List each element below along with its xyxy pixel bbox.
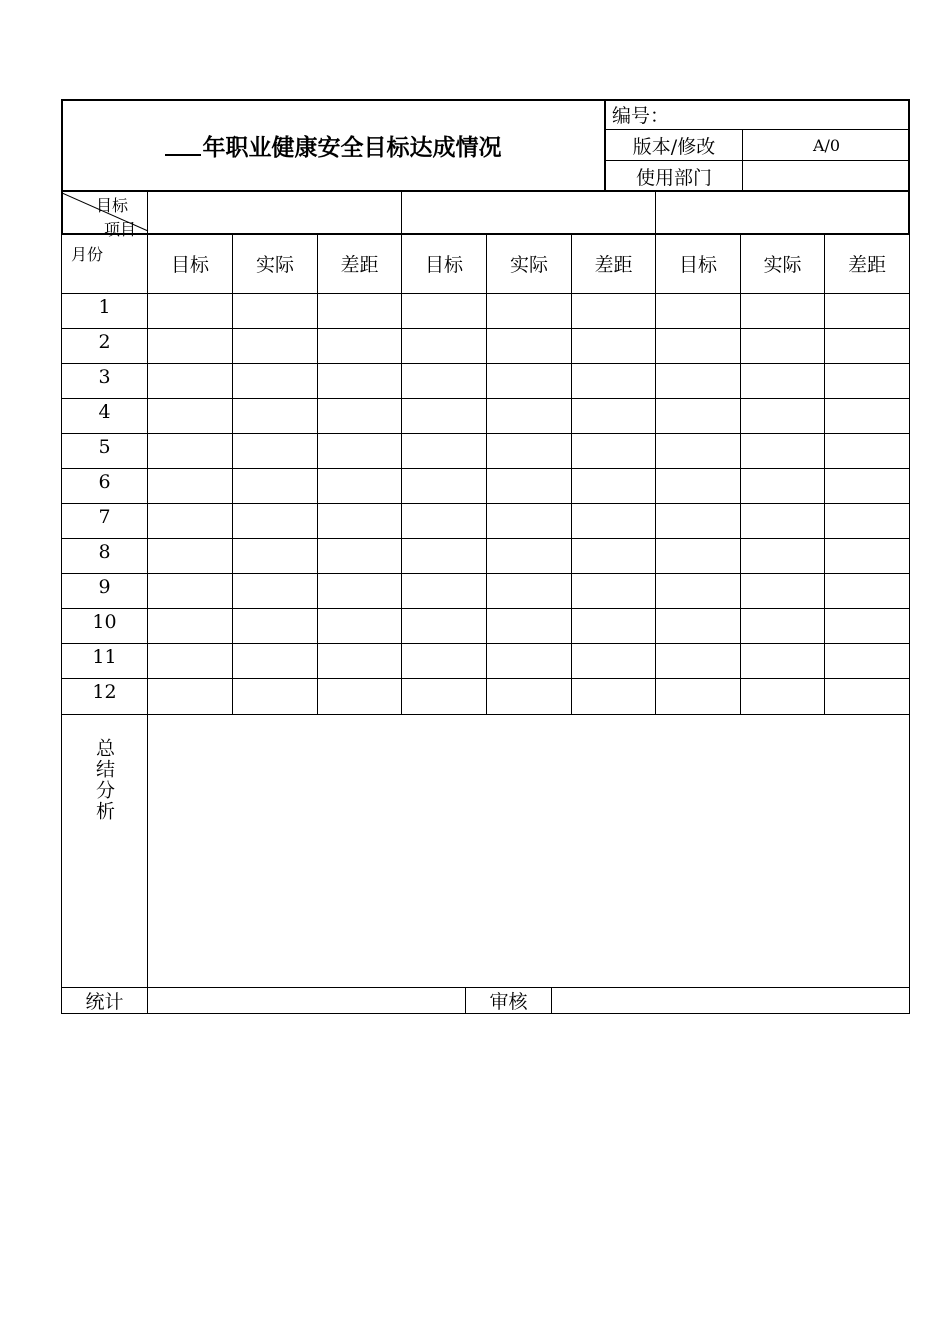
page-title: 年职业健康安全目标达成情况 [62, 100, 604, 190]
month-label: 6 [98, 471, 111, 493]
col-header-gap-2: 差距 [594, 254, 633, 276]
month-label: 9 [98, 576, 111, 598]
version-value: A/0 [812, 135, 841, 155]
month-label: 5 [98, 436, 111, 458]
year-blank[interactable] [165, 134, 201, 156]
corner-label-month: 月份 [71, 244, 104, 264]
stats-label: 统计 [85, 991, 124, 1013]
stats-field[interactable] [148, 988, 465, 1013]
dept-label: 使用部门 [635, 166, 712, 189]
month-label: 11 [92, 646, 117, 668]
month-label: 4 [98, 401, 111, 423]
summary-label: 总结分析 [93, 738, 115, 822]
col-header-target-1: 目标 [170, 254, 209, 276]
month-label: 10 [92, 611, 117, 633]
corner-label-item: 项目 [104, 219, 137, 239]
month-label: 8 [98, 541, 111, 563]
col-header-actual-3: 实际 [763, 254, 802, 276]
month-label: 1 [98, 296, 111, 318]
col-header-gap-3: 差距 [847, 254, 886, 276]
month-label: 12 [92, 681, 117, 703]
dept-value[interactable] [743, 161, 910, 191]
target-item-2[interactable] [403, 192, 656, 234]
doc-no-label: 编号： [612, 105, 670, 127]
month-label: 7 [98, 506, 111, 528]
target-item-1[interactable] [149, 192, 402, 234]
summary-content[interactable] [148, 715, 909, 987]
review-label: 审核 [489, 991, 528, 1013]
col-header-target-3: 目标 [678, 254, 717, 276]
data-grid[interactable] [148, 294, 909, 714]
col-header-target-2: 目标 [424, 254, 463, 276]
version-label: 版本/修改 [632, 135, 716, 158]
target-item-3[interactable] [657, 192, 909, 234]
review-field[interactable] [552, 988, 909, 1013]
month-label: 2 [98, 331, 111, 353]
col-header-gap-1: 差距 [340, 254, 379, 276]
month-label: 3 [98, 366, 111, 388]
corner-label-target: 目标 [96, 195, 129, 215]
col-header-actual-2: 实际 [509, 254, 548, 276]
col-header-actual-1: 实际 [255, 254, 294, 276]
